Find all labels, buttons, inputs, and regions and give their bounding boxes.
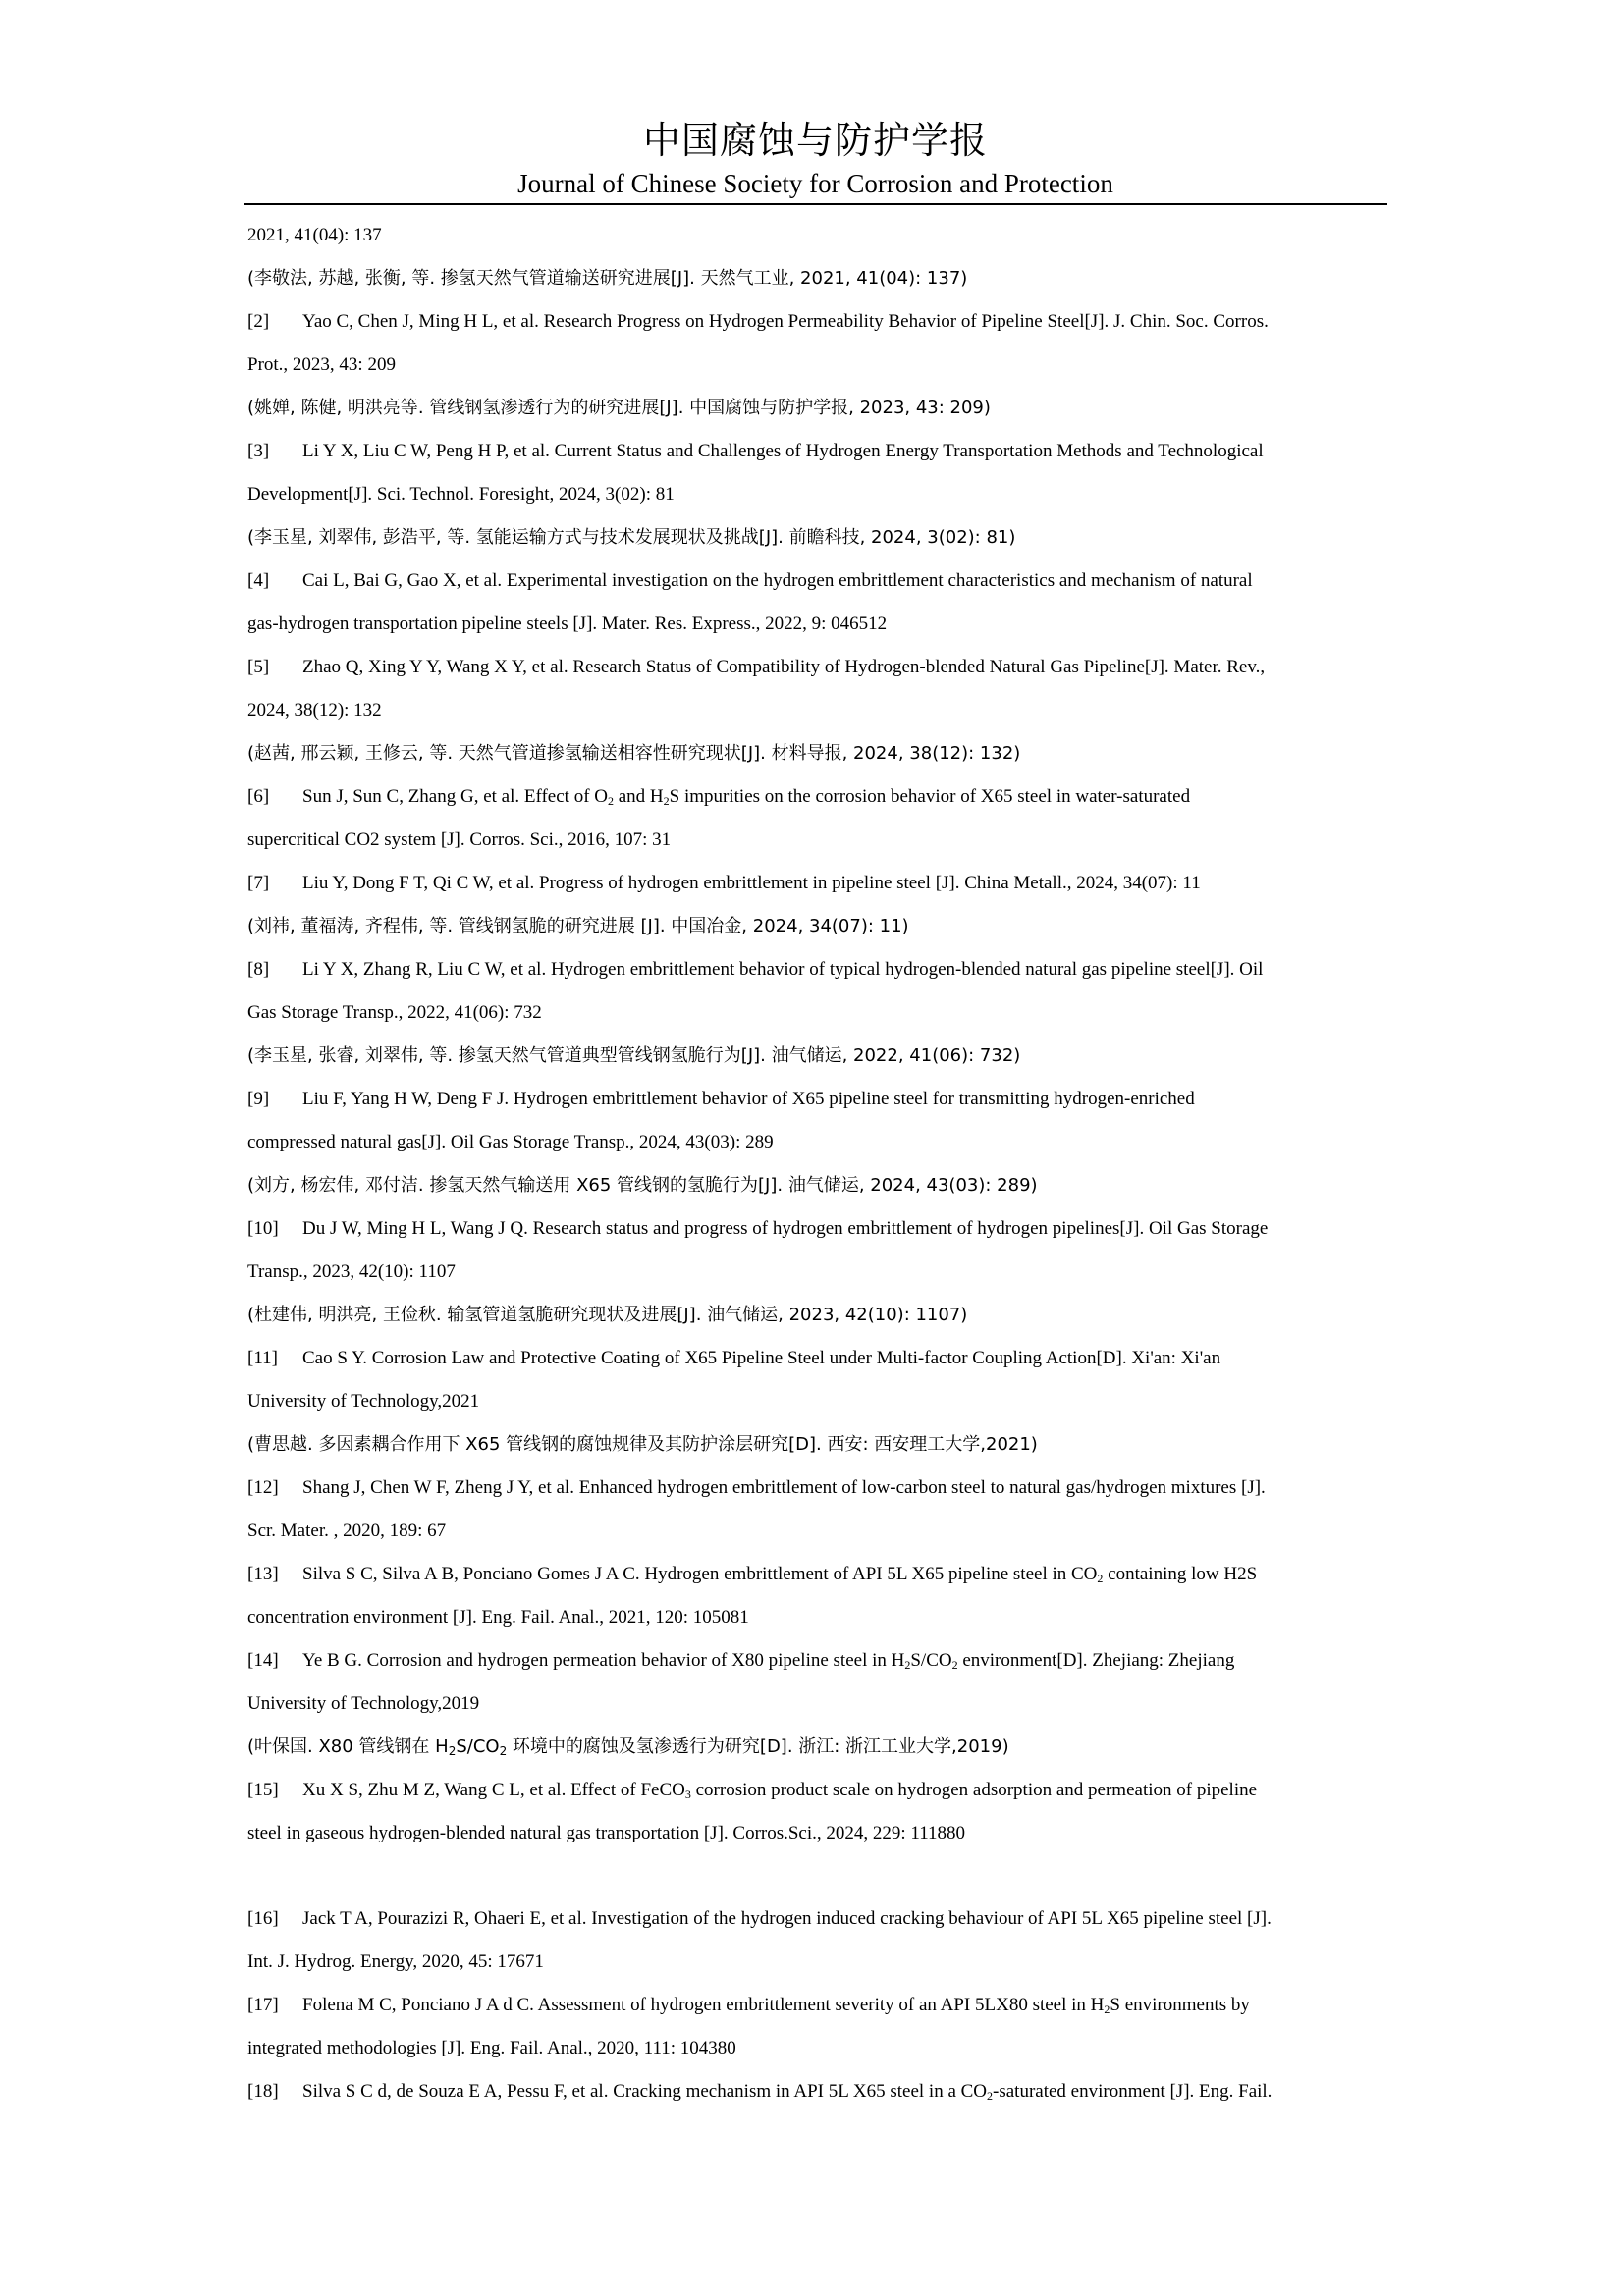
reference-number: [7] [247, 873, 270, 893]
reference-text: (曹思越. 多因素耦合作用下 X65 管线钢的腐蚀规律及其防护涂层研究[D]. 西安: 西安理工大学,2021) [247, 1434, 1038, 1455]
reference-chinese-line [247, 387, 1382, 430]
reference-text: -saturated environment [J]. Eng. Fail. [993, 2081, 1272, 2102]
reference-text: S/CO [456, 1736, 500, 1757]
reference-number: [16] [247, 1908, 279, 1929]
subscript: 3 [684, 1788, 691, 1801]
reference-line [247, 560, 1382, 603]
reference-line [247, 1596, 1382, 1639]
reference-text: corrosion product scale on hydrogen adsorption and permeation of pipeline [690, 1780, 1258, 1800]
reference-text: Jack T A, Pourazizi R, Ohaeri E, et al. Investigation of the hydrogen induced cracking behaviour of API 5L X65 pipeline steel [J]. [302, 1908, 1272, 1929]
reference-line [247, 344, 1382, 387]
reference-chinese-line [247, 257, 1382, 300]
reference-text: (杜建伟, 明洪亮, 王俭秋. 输氢管道氢脆研究现状及进展[J]. 油气储运, 2023, 42(10): 1107) [247, 1305, 968, 1325]
reference-entry [247, 430, 1382, 560]
reference-line [247, 1984, 1382, 2027]
reference-text: integrated methodologies [J]. Eng. Fail. Anal., 2020, 111: 104380 [247, 2038, 736, 2058]
reference-entry [247, 862, 1382, 948]
reference-entry [247, 560, 1382, 646]
reference-text: Transp., 2023, 42(10): 1107 [247, 1261, 456, 1282]
reference-entry [247, 1897, 1382, 1984]
reference-text: Int. J. Hydrog. Energy, 2020, 45: 17671 [247, 1951, 544, 1972]
reference-line [247, 1769, 1382, 1812]
reference-text: (李玉星, 张睿, 刘翠伟, 等. 掺氢天然气管道典型管线钢氢脆行为[J]. 油气储运, 2022, 41(06): 732) [247, 1045, 1021, 1066]
reference-number: [6] [247, 786, 270, 807]
reference-text: 2024, 38(12): 132 [247, 700, 382, 721]
reference-text: concentration environment [J]. Eng. Fail. Anal., 2021, 120: 105081 [247, 1607, 749, 1628]
reference-line [247, 1121, 1382, 1164]
reference-text: University of Technology,2019 [247, 1693, 480, 1714]
reference-list [247, 214, 1382, 2113]
reference-text: (姚婵, 陈健, 明洪亮等. 管线钢氢渗透行为的研究进展[J]. 中国腐蚀与防护学报, 2023, 43: 209) [247, 398, 991, 418]
reference-line [247, 991, 1382, 1035]
reference-text: Du J W, Ming H L, Wang J Q. Research status and progress of hydrogen embrittlement of hydrogen pipelines[J]. Oil Gas Storage [302, 1218, 1269, 1239]
section-gap [247, 1855, 1382, 1897]
reference-number: [18] [247, 2081, 279, 2102]
reference-entry [247, 646, 1382, 775]
reference-number: [17] [247, 1995, 279, 2015]
reference-line [247, 1251, 1382, 1294]
reference-line [247, 1897, 1382, 1941]
reference-entry [247, 1553, 1382, 1639]
reference-number: [13] [247, 1564, 279, 1584]
reference-text: and H [614, 786, 664, 807]
reference-line [247, 430, 1382, 473]
reference-entry [247, 2070, 1382, 2113]
reference-text: gas-hydrogen transportation pipeline steels [J]. Mater. Res. Express., 2022, 9: 046512 [247, 614, 888, 634]
reference-entry [247, 257, 1382, 300]
reference-line [247, 300, 1382, 344]
reference-text: environment[D]. Zhejiang: Zhejiang [957, 1650, 1235, 1671]
reference-text: Cao S Y. Corrosion Law and Protective Coating of X65 Pipeline Steel under Multi-factor Coupling Action[D]. Xi'an: Xi'an [302, 1348, 1221, 1368]
reference-line [247, 689, 1382, 732]
reference-line [247, 603, 1382, 646]
reference-text: Sun J, Sun C, Zhang G, et al. Effect of O [302, 786, 608, 807]
reference-number: [14] [247, 1650, 279, 1671]
reference-entry [247, 300, 1382, 430]
subscript: 2 [987, 2089, 994, 2103]
reference-text: Prot., 2023, 43: 209 [247, 354, 396, 375]
reference-line [247, 2070, 1382, 2113]
reference-entry [247, 1207, 1382, 1337]
reference-text: containing low H2S [1103, 1564, 1258, 1584]
reference-text: supercritical CO2 system [J]. Corros. Sci., 2016, 107: 31 [247, 829, 672, 850]
subscript: 2 [951, 1658, 958, 1672]
reference-number: [5] [247, 657, 270, 677]
reference-line [247, 1467, 1382, 1510]
reference-entry [247, 775, 1382, 862]
reference-line [247, 2027, 1382, 2070]
reference-text: S impurities on the corrosion behavior of X65 steel in water-saturated [669, 786, 1191, 807]
reference-text: Development[J]. Sci. Technol. Foresight, 2024, 3(02): 81 [247, 484, 675, 505]
reference-text: Ye B G. Corrosion and hydrogen permeation behavior of X80 pipeline steel in H [302, 1650, 905, 1671]
reference-line [247, 1553, 1382, 1596]
header-rule [244, 203, 1387, 205]
reference-chinese-line [247, 1294, 1382, 1337]
reference-text: Folena M C, Ponciano J A d C. Assessment of hydrogen embrittlement severity of an API 5LX80 steel in H [302, 1995, 1105, 2015]
reference-chinese-line [247, 1726, 1382, 1769]
reference-entry [247, 1337, 1382, 1467]
reference-text: (李敬法, 苏越, 张衡, 等. 掺氢天然气管道输送研究进展[J]. 天然气工业, 2021, 41(04): 137) [247, 268, 968, 289]
reference-text: Gas Storage Transp., 2022, 41(06): 732 [247, 1002, 542, 1023]
reference-number: [2] [247, 311, 270, 332]
reference-text: Liu Y, Dong F T, Qi C W, et al. Progress of hydrogen embrittlement in pipeline steel [J]. China Metall., 2024, 34(07): 11 [302, 873, 1201, 893]
subscript: 2 [663, 794, 670, 808]
reference-number: [8] [247, 959, 270, 980]
reference-entry [247, 1984, 1382, 2070]
reference-entry [247, 1078, 1382, 1207]
reference-entry [247, 214, 1382, 257]
reference-entry [247, 948, 1382, 1078]
reference-text: Li Y X, Liu C W, Peng H P, et al. Current Status and Challenges of Hydrogen Energy Transportation Methods and Technological [302, 441, 1264, 461]
reference-line [247, 1380, 1382, 1423]
reference-chinese-line [247, 732, 1382, 775]
reference-text: (叶保国. X80 管线钢在 H [247, 1736, 449, 1757]
reference-number: [3] [247, 441, 270, 461]
subscript: 2 [499, 1744, 508, 1758]
reference-text: S/CO [910, 1650, 952, 1671]
reference-line [247, 214, 1382, 257]
reference-line [247, 1812, 1382, 1855]
reference-line [247, 819, 1382, 862]
reference-line [247, 1207, 1382, 1251]
reference-chinese-line [247, 1164, 1382, 1207]
reference-line [247, 1337, 1382, 1380]
reference-text: (刘祎, 董福涛, 齐程伟, 等. 管线钢氢脆的研究进展 [J]. 中国冶金, 2024, 34(07): 11) [247, 916, 909, 936]
reference-chinese-line [247, 1423, 1382, 1467]
subscript: 2 [1104, 2002, 1110, 2016]
reference-line [247, 775, 1382, 819]
reference-line [247, 646, 1382, 689]
reference-line [247, 473, 1382, 516]
reference-entry [247, 1639, 1382, 1769]
reference-chinese-line [247, 905, 1382, 948]
reference-number: [11] [247, 1348, 278, 1368]
reference-number: [4] [247, 570, 270, 591]
reference-text: Scr. Mater. , 2020, 189: 67 [247, 1521, 447, 1541]
reference-text: Silva S C, Silva A B, Ponciano Gomes J A C. Hydrogen embrittlement of API 5L X65 pipeline steel in CO [302, 1564, 1098, 1584]
reference-entry [247, 1467, 1382, 1553]
reference-line [247, 948, 1382, 991]
reference-line [247, 1682, 1382, 1726]
reference-line [247, 1639, 1382, 1682]
subscript: 2 [904, 1658, 911, 1672]
reference-text: University of Technology,2021 [247, 1391, 480, 1412]
reference-text: (赵茜, 邢云颖, 王修云, 等. 天然气管道掺氢输送相容性研究现状[J]. 材料导报, 2024, 38(12): 132) [247, 743, 1021, 764]
reference-line [247, 1078, 1382, 1121]
reference-text: (刘方, 杨宏伟, 邓付洁. 掺氢天然气输送用 X65 管线钢的氢脆行为[J]. 油气储运, 2024, 43(03): 289) [247, 1175, 1038, 1196]
reference-text: Silva S C d, de Souza E A, Pessu F, et al. Cracking mechanism in API 5L X65 steel in a CO [302, 2081, 988, 2102]
reference-line [247, 1510, 1382, 1553]
reference-text: Yao C, Chen J, Ming H L, et al. Research Progress on Hydrogen Permeability Behavior of Pipeline Steel[J]. J. Chin. Soc. Corros. [302, 311, 1269, 332]
reference-chinese-line [247, 1035, 1382, 1078]
journal-title-english: Journal of Chinese Society for Corrosion and Protection [517, 169, 1113, 198]
reference-text: (李玉星, 刘翠伟, 彭浩平, 等. 氢能运输方式与技术发展现状及挑战[J]. 前瞻科技, 2024, 3(02): 81) [247, 527, 1016, 548]
journal-header [244, 116, 1387, 200]
reference-text: Cai L, Bai G, Gao X, et al. Experimental investigation on the hydrogen embrittlement characteristics and mechanism of natural [302, 570, 1253, 591]
reference-text: Xu X S, Zhu M Z, Wang C L, et al. Effect of FeCO [302, 1780, 685, 1800]
reference-text: 2021, 41(04): 137 [247, 225, 382, 245]
subscript: 2 [448, 1744, 457, 1758]
reference-number: [12] [247, 1477, 279, 1498]
reference-number: [9] [247, 1089, 270, 1109]
reference-text: S environments by [1110, 1995, 1250, 2015]
journal-title-chinese: 中国腐蚀与防护学报 [642, 119, 988, 162]
reference-entry [247, 1769, 1382, 1855]
reference-line [247, 862, 1382, 905]
reference-text: compressed natural gas[J]. Oil Gas Storage Transp., 2024, 43(03): 289 [247, 1132, 774, 1152]
reference-text: steel in gaseous hydrogen-blended natural gas transportation [J]. Corros.Sci., 2024, 229: 111880 [247, 1823, 966, 1843]
reference-number: [15] [247, 1780, 279, 1800]
reference-text: Shang J, Chen W F, Zheng J Y, et al. Enhanced hydrogen embrittlement of low-carbon steel to natural gas/hydrogen mixtures [J]. [302, 1477, 1266, 1498]
reference-line [247, 1941, 1382, 1984]
reference-text: Zhao Q, Xing Y Y, Wang X Y, et al. Research Status of Compatibility of Hydrogen-blended Natural Gas Pipeline[J]. Mater. Rev., [302, 657, 1266, 677]
reference-text: Liu F, Yang H W, Deng F J. Hydrogen embrittlement behavior of X65 pipeline steel for transmitting hydrogen-enriched [302, 1089, 1195, 1109]
reference-text: 环境中的腐蚀及氢渗透行为研究[D]. 浙江: 浙江工业大学,2019) [507, 1736, 1009, 1757]
subscript: 2 [1097, 1572, 1104, 1585]
reference-chinese-line [247, 516, 1382, 560]
reference-number: [10] [247, 1218, 279, 1239]
reference-text: Li Y X, Zhang R, Liu C W, et al. Hydrogen embrittlement behavior of typical hydrogen-blended natural gas pipeline steel[J]. Oil [302, 959, 1264, 980]
subscript: 2 [608, 794, 614, 808]
